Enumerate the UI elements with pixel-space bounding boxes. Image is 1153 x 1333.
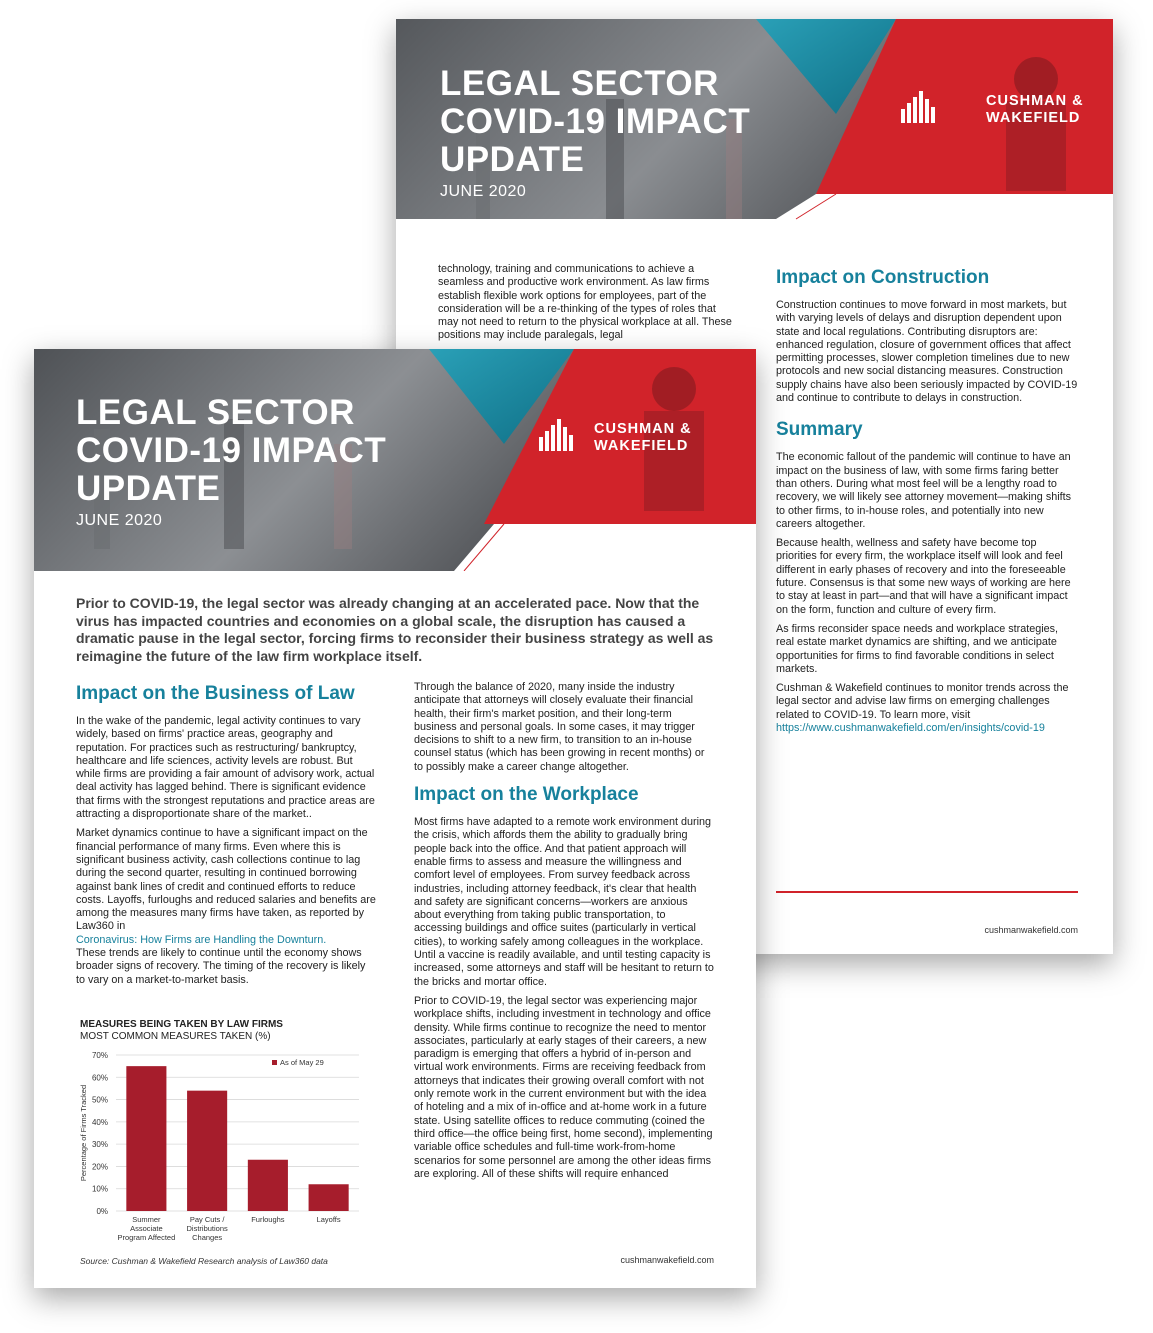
chart-subtitle: MOST COMMON MEASURES TAKEN (%) [80, 1031, 271, 1042]
construction-text: Construction continues to move forward in most markets, but with varying levels of delays and disruption dependent upon state and local regulations. Contributing disruptors are: enhanced regulation, closure of government offices that affect permitting processes, slower completion timelines due to new protocols and new social distancing measures. Construction supply chains have also been seriously impacted by COVID-19 and continue to contribute to delays in construction. [776, 299, 1078, 405]
x-tick-label: Associate [130, 1224, 163, 1233]
legend-swatch [272, 1060, 277, 1065]
back-footer-url: cushmanwakefield.com [984, 925, 1078, 935]
bar [248, 1160, 288, 1211]
y-axis-label: Percentage of Firms Tracked [79, 1084, 88, 1182]
summary-paragraph-2: Because health, wellness and safety have become top priorities for every firm, the workplace itself will look and feel different in early phases of recovery and into the foreseeable future. Consensus is that some new ways of working are here to stay at least in part—and that will have a significant impact on the form, function and culture of every firm. [776, 537, 1071, 616]
summary-link[interactable]: https://www.cushmanwakefield.com/en/insights/covid-19 [776, 722, 1045, 735]
y-tick-label: 70% [91, 1051, 108, 1060]
back-date: JUNE 2020 [440, 183, 527, 200]
bar [126, 1066, 166, 1211]
x-tick-label: Distributions [186, 1224, 228, 1233]
back-right-column [776, 263, 1078, 741]
y-tick-label: 0% [96, 1207, 108, 1216]
x-tick-label: Furloughs [251, 1215, 285, 1224]
y-tick-label: 30% [91, 1140, 108, 1150]
back-left-column [438, 263, 738, 349]
back-footer-rule [776, 891, 1078, 893]
y-tick-label: 50% [91, 1095, 108, 1105]
y-tick-label: 40% [91, 1117, 108, 1127]
business-heading: Impact on the Business of Law [76, 683, 355, 704]
x-tick-label: Summer [132, 1215, 161, 1224]
summary-paragraph-4: Cushman & Wakefield continues to monitor trends across the legal sector and advise law firms on emerging challenges related to COVID-19. To learn more, visit [776, 682, 1069, 721]
x-tick-label: Layoffs [316, 1215, 341, 1224]
intro-paragraph: Prior to COVID-19, the legal sector was already changing at an accelerated pace. Now that the virus has impacted countries and economies on a global scale, the disruption has caused a dramatic pause in the legal sector, forcing firms to reconsider their business strategy as well as reimagine the future of the law firm workplace itself. [76, 595, 714, 664]
front-logo [594, 421, 692, 455]
y-tick-label: 10% [91, 1184, 108, 1194]
right-paragraph-1: Through the balance of 2020, many inside the industry anticipate that attorneys will closely evaluate their financial health, their firm's market position, and their long-term business and personal goals. In some cases, it may trigger decisions to shift to a new firm, to transition to an in-house counsel status (which has been growing in recent months) or to possibly make a career change altogether. [414, 681, 705, 773]
summary-paragraph-1: The economic fallout of the pandemic will continue to have an impact on the business of law, with some firms faring better than others. During what most feel will be a lengthy road to recovery, we will likely see attorney movement—making shifts to other firms, to in-house roles, and potentially into new careers altogether. [776, 451, 1072, 530]
bar [187, 1091, 227, 1211]
y-tick-label: 60% [91, 1073, 108, 1083]
legend-label: As of May 29 [280, 1058, 324, 1067]
back-logo-text: CUSHMAN & WAKEFIELD [986, 93, 1084, 126]
x-tick-label: Changes [192, 1233, 223, 1242]
workplace-heading: Impact on the Workplace [414, 784, 639, 806]
summary-paragraph-3: As firms reconsider space needs and workplace strategies, real estate market dynamics are shifting, and we anticipate opportunities for firms to find favorable conditions in select markets. [776, 622, 1059, 675]
construction-heading: Impact on Construction [776, 267, 990, 288]
business-paragraph-1: In the wake of the pandemic, legal activity continues to vary widely, based on firms' practice areas, geography and reputation. For practices such as restructuring/ bankruptcy, healthcare and life sciences, activity levels are robust. But while firms are providing a fair amount of advisory work, actual deal activity has lagged behind. There is significant evidence that firms with the strongest reputations and practice areas are attracting a disproportionate share of the market.. [76, 715, 375, 821]
x-tick-label: Program Affected [117, 1233, 176, 1242]
y-tick-label: 20% [91, 1162, 108, 1172]
front-footer-url: cushmanwakefield.com [620, 1255, 714, 1265]
bar [309, 1184, 349, 1211]
chart-title: MEASURES BEING TAKEN BY LAW FIRMS [80, 1019, 283, 1030]
business-paragraph-2b: These trends are likely to continue until the economy shows broader signs of recovery. The timing of the recovery is likely to vary on a market-to-market basis. [76, 947, 366, 986]
business-paragraph-2: Market dynamics continue to have a significant impact on the financial performance of many firms. Even where this is significant business activity, cash collections continue to lag during the second quarter, resulting in continued borrowing against bank lines of credit and continued efforts to reduce costs. Layoffs, furloughs and reduced salaries and benefits are among the measures many firms have taken, as reported by Law360 in [76, 827, 376, 933]
back-left-text: technology, training and communications to achieve a seamless and productive work environment. As law firms establish flexible work options for employees, part of the consideration will be a re-thinking of the types of roles that may not need to return to the physical workplace at all. These positions may include paralegals, legal [438, 263, 732, 342]
bar-chart [74, 1047, 374, 1262]
back-title: LEGAL SECTOR COVID-19 IMPACT UPDATE [440, 64, 751, 179]
front-logo-text: CUSHMAN & WAKEFIELD [594, 421, 692, 454]
front-right-column [414, 681, 714, 1187]
law360-link[interactable]: Coronavirus: How Firms are Handling the Downturn. [76, 933, 327, 946]
summary-heading: Summary [776, 419, 863, 441]
front-date: JUNE 2020 [76, 512, 163, 529]
back-logo [986, 93, 1084, 127]
x-tick-label: Pay Cuts / [189, 1215, 225, 1224]
chart-source: Source: Cushman & Wakefield Research analysis of Law360 data [80, 1256, 328, 1266]
front-page [34, 349, 756, 1288]
workplace-paragraph-2: Prior to COVID-19, the legal sector was experiencing major workplace shifts, including investment in technology and office density. While firms continue to recognize the need to mentor associates, particularly at early stages of their careers, a new paradigm is emerging that offers a hybrid of in-person and virtual work environments. Firms are receiving feedback from attorneys that indicates their growing overall comfort with not only remote work in the current environment but with the idea of hoteling and a mix of in-office and at-home work in a future state. Using satellite offices to reduce commuting (coined the third office—the office being first, home second), implementing variable office schedules and full-time work-from-home scenarios for some personnel are among the other ideas firms are exploring. All of these shifts will require enhanced [414, 994, 713, 1180]
workplace-paragraph-1: Most firms have adapted to a remote work environment during the crisis, which affords them the ability to gradually bring people back into the office. And that patient approach will enable firms to assess and measure the willingness and comfort level of employees. From survey feedback across industries, including attorney feedback, it's clear that health and safety are significant concerns—workers are anxious about everything from taking public transportation, to accessing buildings and office suites (particularly in vertical cities), to working safely among colleagues in the workplace. Until a vaccine is readily available, and until testing capacity is increased, some attorneys and staff will be hesitant to return to the bricks and mortar office. [414, 816, 714, 988]
front-left-column [76, 679, 376, 993]
front-title: LEGAL SECTOR COVID-19 IMPACT UPDATE [76, 393, 387, 508]
